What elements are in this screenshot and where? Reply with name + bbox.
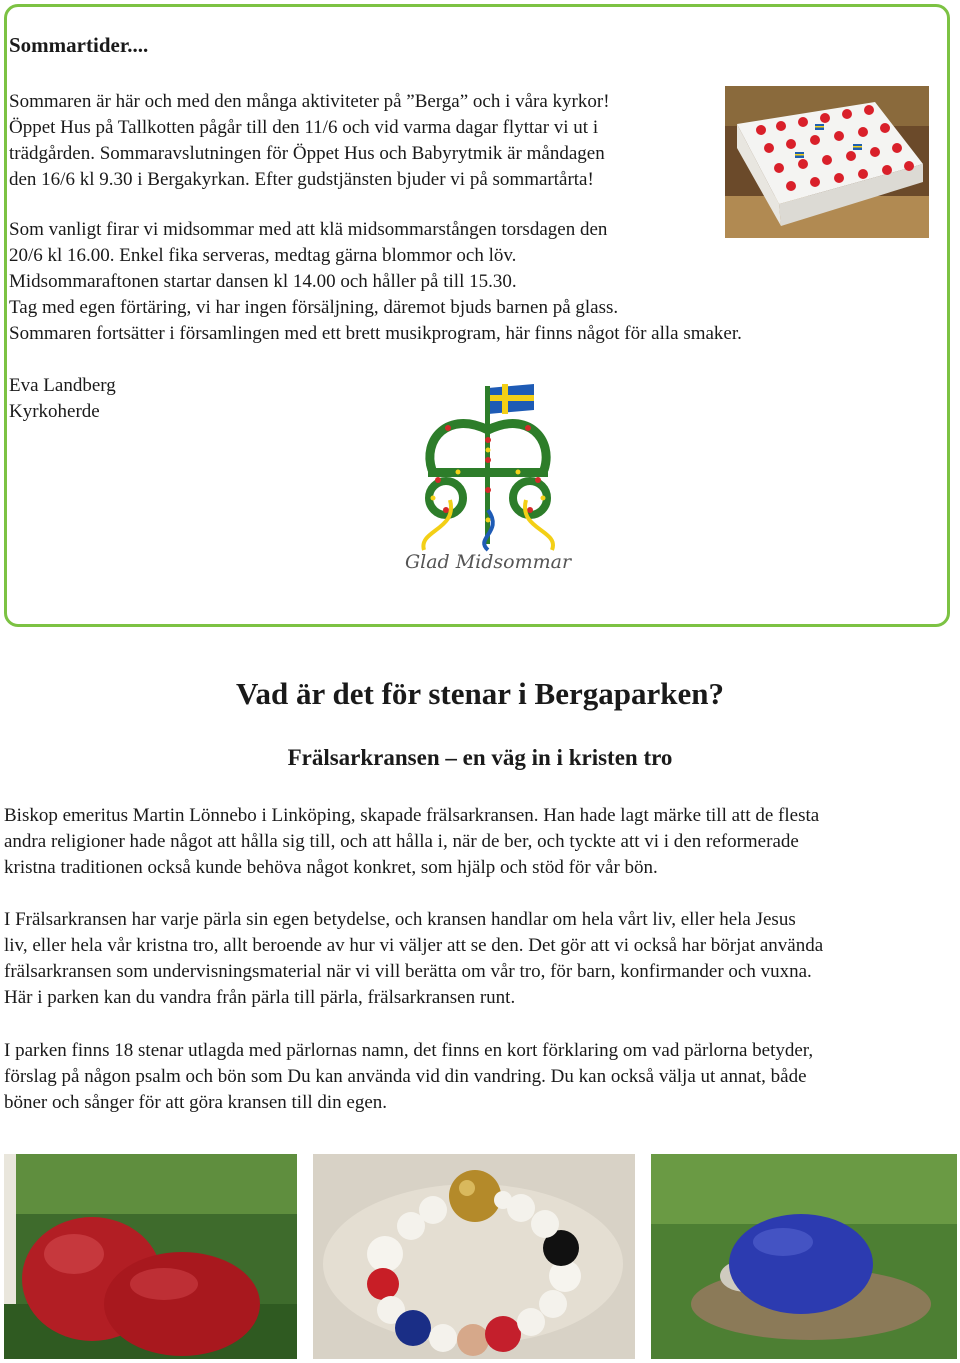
signature-title: Kyrkoherde xyxy=(9,401,100,422)
strawberry-cake-photo xyxy=(725,86,929,238)
body-line: förslag på någon psalm och bön som Du kan använda vid din vandring. Du kan också välja ut annat, både xyxy=(4,1066,807,1087)
summer-line: trädgården. Sommaravslutningen för Öppet Hus och Babyrytmik är måndagen xyxy=(9,143,605,164)
midsummer-pole-illustration xyxy=(388,380,588,585)
maypole-caption: Glad Midsommar xyxy=(404,551,572,573)
stones-subheading: Frälsarkransen – en väg in i kristen tro xyxy=(287,745,673,770)
summer-line: den 16/6 kl 9.30 i Bergakyrkan. Efter gudstjänsten bjuder vi på sommartårta! xyxy=(9,169,594,190)
blue-stone-photo xyxy=(651,1154,957,1359)
summer-line: Öppet Hus på Tallkotten pågår till den 11/6 och vid varma dagar flyttar vi ut i xyxy=(9,117,599,138)
stones-heading: Vad är det för stenar i Bergaparken? xyxy=(236,676,724,711)
body-line: kristna traditionen också kunde behöva något konkret, som hjälp och stöd för vår bön. xyxy=(4,857,658,878)
body-line: I Frälsarkransen har varje pärla sin egen betydelse, och kransen handlar om hela vårt liv, eller hela Jesus xyxy=(4,909,796,930)
summer-line: Sommaren fortsätter i församlingen med ett brett musikprogram, här finns något för alla smaker. xyxy=(9,323,742,344)
red-stones-photo xyxy=(4,1154,297,1359)
summer-line: Midsommaraftonen startar dansen kl 14.00 och håller på till 15.30. xyxy=(9,271,517,292)
body-line: andra religioner hade något att hålla sig till, och att hålla i, när de ber, och tyckte att vi i den reformerade xyxy=(4,831,799,852)
summer-line: 20/6 kl 16.00. Enkel fika serveras, medtag gärna blommor och löv. xyxy=(9,245,517,266)
body-line: liv, eller hela vår kristna tro, allt beroende av hur vi väljer att se den. Det gör att vi också har börjat använda xyxy=(4,935,824,956)
summer-line: Som vanligt firar vi midsommar med att klä midsommarstången torsdagen den xyxy=(9,219,608,240)
summer-title: Sommartider.... xyxy=(9,33,149,57)
body-line: frälsarkransen som undervisningsmaterial när vi vill berätta om vår tro, för barn, konfirmander och vuxna. xyxy=(4,961,812,982)
summer-line: Tag med egen förtäring, vi har ingen försäljning, däremot bjuds barnen på glass. xyxy=(9,297,619,318)
body-line: böner och sånger för att göra kransen till din egen. xyxy=(4,1092,388,1113)
body-line: Här i parken kan du vandra från pärla till pärla, frälsarkransen runt. xyxy=(4,987,516,1008)
summer-line: Sommaren är här och med den många aktiviteter på ”Berga” och i våra kyrkor! xyxy=(9,91,610,112)
signature-name: Eva Landberg xyxy=(9,375,116,396)
prayer-beads-photo xyxy=(313,1154,635,1359)
body-line: I parken finns 18 stenar utlagda med pärlornas namn, det finns en kort förklaring om vad pärlorna betyder, xyxy=(4,1040,814,1061)
body-line: Biskop emeritus Martin Lönnebo i Linköping, skapade frälsarkransen. Han hade lagt märke till att de flesta xyxy=(4,805,820,826)
